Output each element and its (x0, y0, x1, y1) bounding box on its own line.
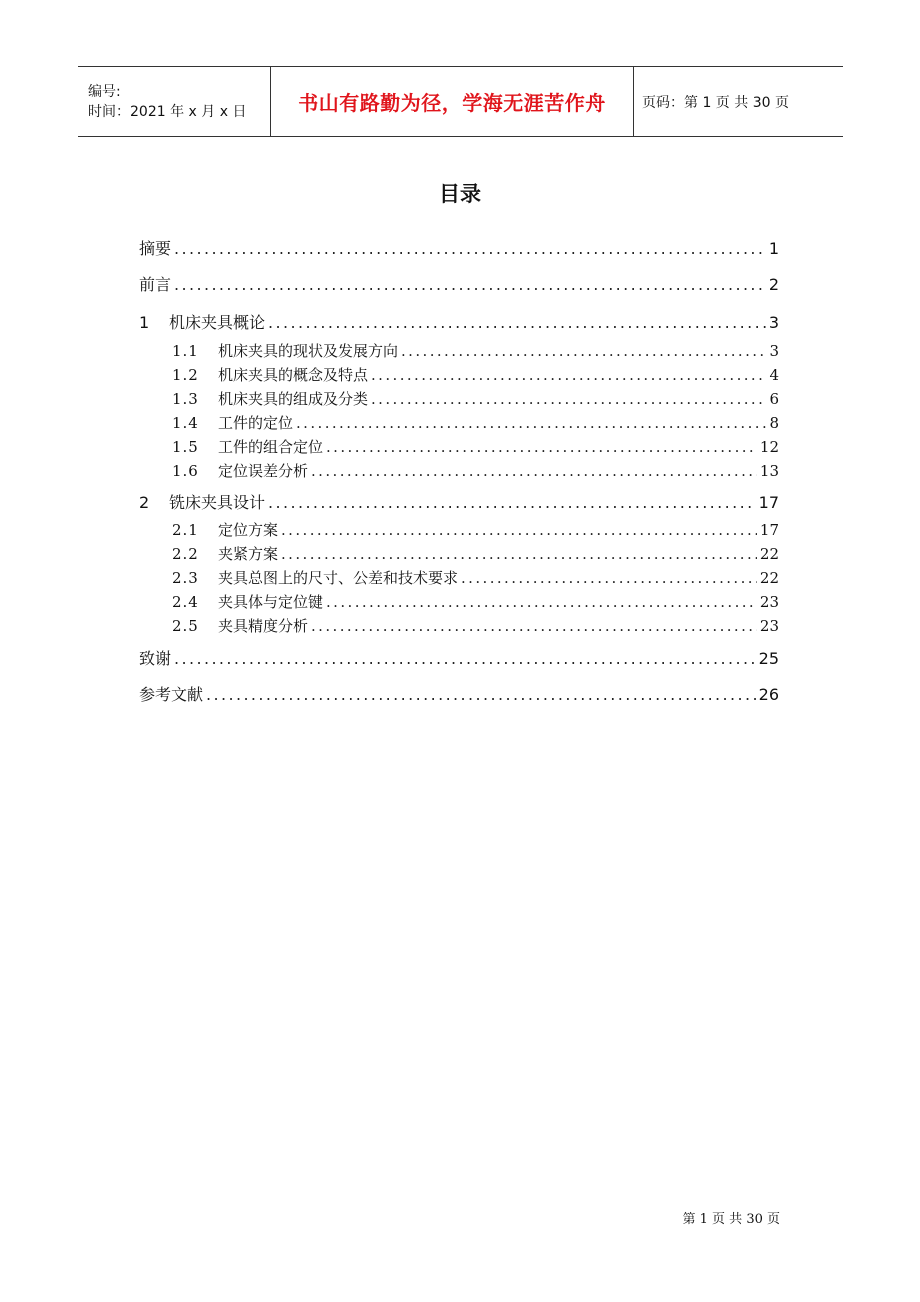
toc-leader-dots (268, 313, 766, 332)
toc-entry-title: 定位方案 (218, 521, 279, 539)
toc-entry[interactable] (139, 460, 779, 481)
toc-entry-title: 夹具总图上的尺寸、公差和技术要求 (218, 569, 459, 587)
toc-entry-title: 机床夹具的现状及发展方向 (218, 342, 399, 360)
toc-leader-dots (296, 414, 766, 432)
toc-entry-page: 22 (759, 545, 779, 563)
toc-entry-page: 25 (758, 649, 779, 668)
header-motto (271, 67, 634, 136)
toc-entry-number: 1.3 (172, 390, 199, 408)
toc-entry-page: 17 (759, 521, 779, 539)
toc-entry-title: 致谢 (139, 649, 172, 668)
toc-leader-dots (326, 593, 757, 611)
toc-entry-page: 17 (758, 493, 779, 512)
toc-entry-number: 1.1 (172, 342, 199, 360)
toc-entry[interactable] (139, 412, 779, 433)
toc-entry-title: 摘要 (139, 239, 172, 258)
toc-entry-number: 2.5 (172, 617, 199, 635)
toc-leader-dots (371, 390, 766, 408)
toc-leader-dots (174, 239, 766, 258)
toc-entry-title: 铣床夹具设计 (169, 493, 266, 512)
toc-entry-title: 夹具体与定位键 (218, 593, 324, 611)
toc-entry-page: 2 (768, 275, 779, 294)
header-meta (78, 67, 271, 136)
toc-leader-dots (174, 649, 756, 668)
toc-leader-dots (401, 342, 766, 360)
toc-leader-dots (174, 275, 766, 294)
toc-entry[interactable] (139, 591, 779, 612)
toc-entry[interactable] (139, 340, 779, 361)
toc-leader-dots (326, 438, 757, 456)
toc-entry-number: 1.2 (172, 366, 199, 384)
serial-label: 编号: (88, 83, 121, 100)
toc-entry-page: 3 (769, 342, 779, 360)
toc-entry-title: 工件的定位 (218, 414, 294, 432)
toc-entry-title: 机床夹具的概念及特点 (218, 366, 369, 384)
toc-entry[interactable] (139, 436, 779, 457)
toc-leader-dots (461, 569, 757, 587)
page-info-text: 页码：第 1 页 共 30 页 (642, 94, 789, 111)
toc-entry-page: 1 (768, 239, 779, 258)
toc-entry-page: 12 (759, 438, 779, 456)
toc-entry-number: 2.2 (172, 545, 199, 563)
toc-entry-title: 夹紧方案 (218, 545, 279, 563)
page-footer: 第 1 页 共 30 页 (682, 1212, 780, 1227)
toc-entry-number: 2.4 (172, 593, 199, 611)
toc-entry-title: 前言 (139, 275, 172, 294)
toc-leader-dots (311, 462, 757, 480)
toc-entry[interactable] (139, 272, 779, 295)
header-page-info (634, 67, 843, 136)
toc-entry-page: 13 (759, 462, 779, 480)
toc-entry-page: 22 (759, 569, 779, 587)
toc-entry-number: 2.1 (172, 521, 199, 539)
toc-entry[interactable] (139, 567, 779, 588)
toc-entry-number: 1.4 (172, 414, 199, 432)
toc-leader-dots (311, 617, 757, 635)
toc-entry[interactable] (139, 388, 779, 409)
toc-entry[interactable] (139, 519, 779, 540)
toc-entry-page: 3 (768, 313, 779, 332)
toc-entry-number: 1 (139, 313, 150, 332)
toc-entry-title: 机床夹具概论 (169, 313, 266, 332)
toc-entry[interactable] (139, 310, 779, 333)
toc-leader-dots (371, 366, 766, 384)
toc-entry-title: 定位误差分析 (218, 462, 309, 480)
toc-entry-number: 1.5 (172, 438, 199, 456)
toc-entry-page: 23 (759, 593, 779, 611)
toc-entry-page: 23 (759, 617, 779, 635)
page-header (78, 66, 843, 137)
toc-entry-page: 26 (758, 685, 779, 704)
toc-entry-title: 夹具精度分析 (218, 617, 309, 635)
toc-leader-dots (281, 521, 757, 539)
toc-entry-page: 4 (769, 366, 779, 384)
motto-text: 书山有路勤为径，学海无涯苦作舟 (298, 91, 606, 115)
toc-entry-page: 6 (769, 390, 779, 408)
toc-entry[interactable] (139, 682, 779, 705)
toc-entry-number: 1.6 (172, 462, 199, 480)
toc-leader-dots (206, 685, 756, 704)
toc-entry[interactable] (139, 364, 779, 385)
toc-entry-title: 机床夹具的组成及分类 (218, 390, 369, 408)
time-label: 时间：2021 年 x 月 x 日 (88, 103, 247, 120)
toc-entry-page: 8 (769, 414, 779, 432)
toc-leader-dots (281, 545, 757, 563)
toc-entry-title: 参考文献 (139, 685, 204, 704)
toc-entry[interactable] (139, 615, 779, 636)
toc-entry-title: 工件的组合定位 (218, 438, 324, 456)
toc-entry-number: 2.3 (172, 569, 199, 587)
toc-leader-dots (268, 493, 756, 512)
toc-title: 目录 (439, 182, 481, 206)
toc-entry-number: 2 (139, 493, 150, 512)
toc-entry[interactable] (139, 490, 779, 513)
toc-entry[interactable] (139, 646, 779, 669)
toc-entry[interactable] (139, 543, 779, 564)
toc-entry[interactable] (139, 236, 779, 259)
